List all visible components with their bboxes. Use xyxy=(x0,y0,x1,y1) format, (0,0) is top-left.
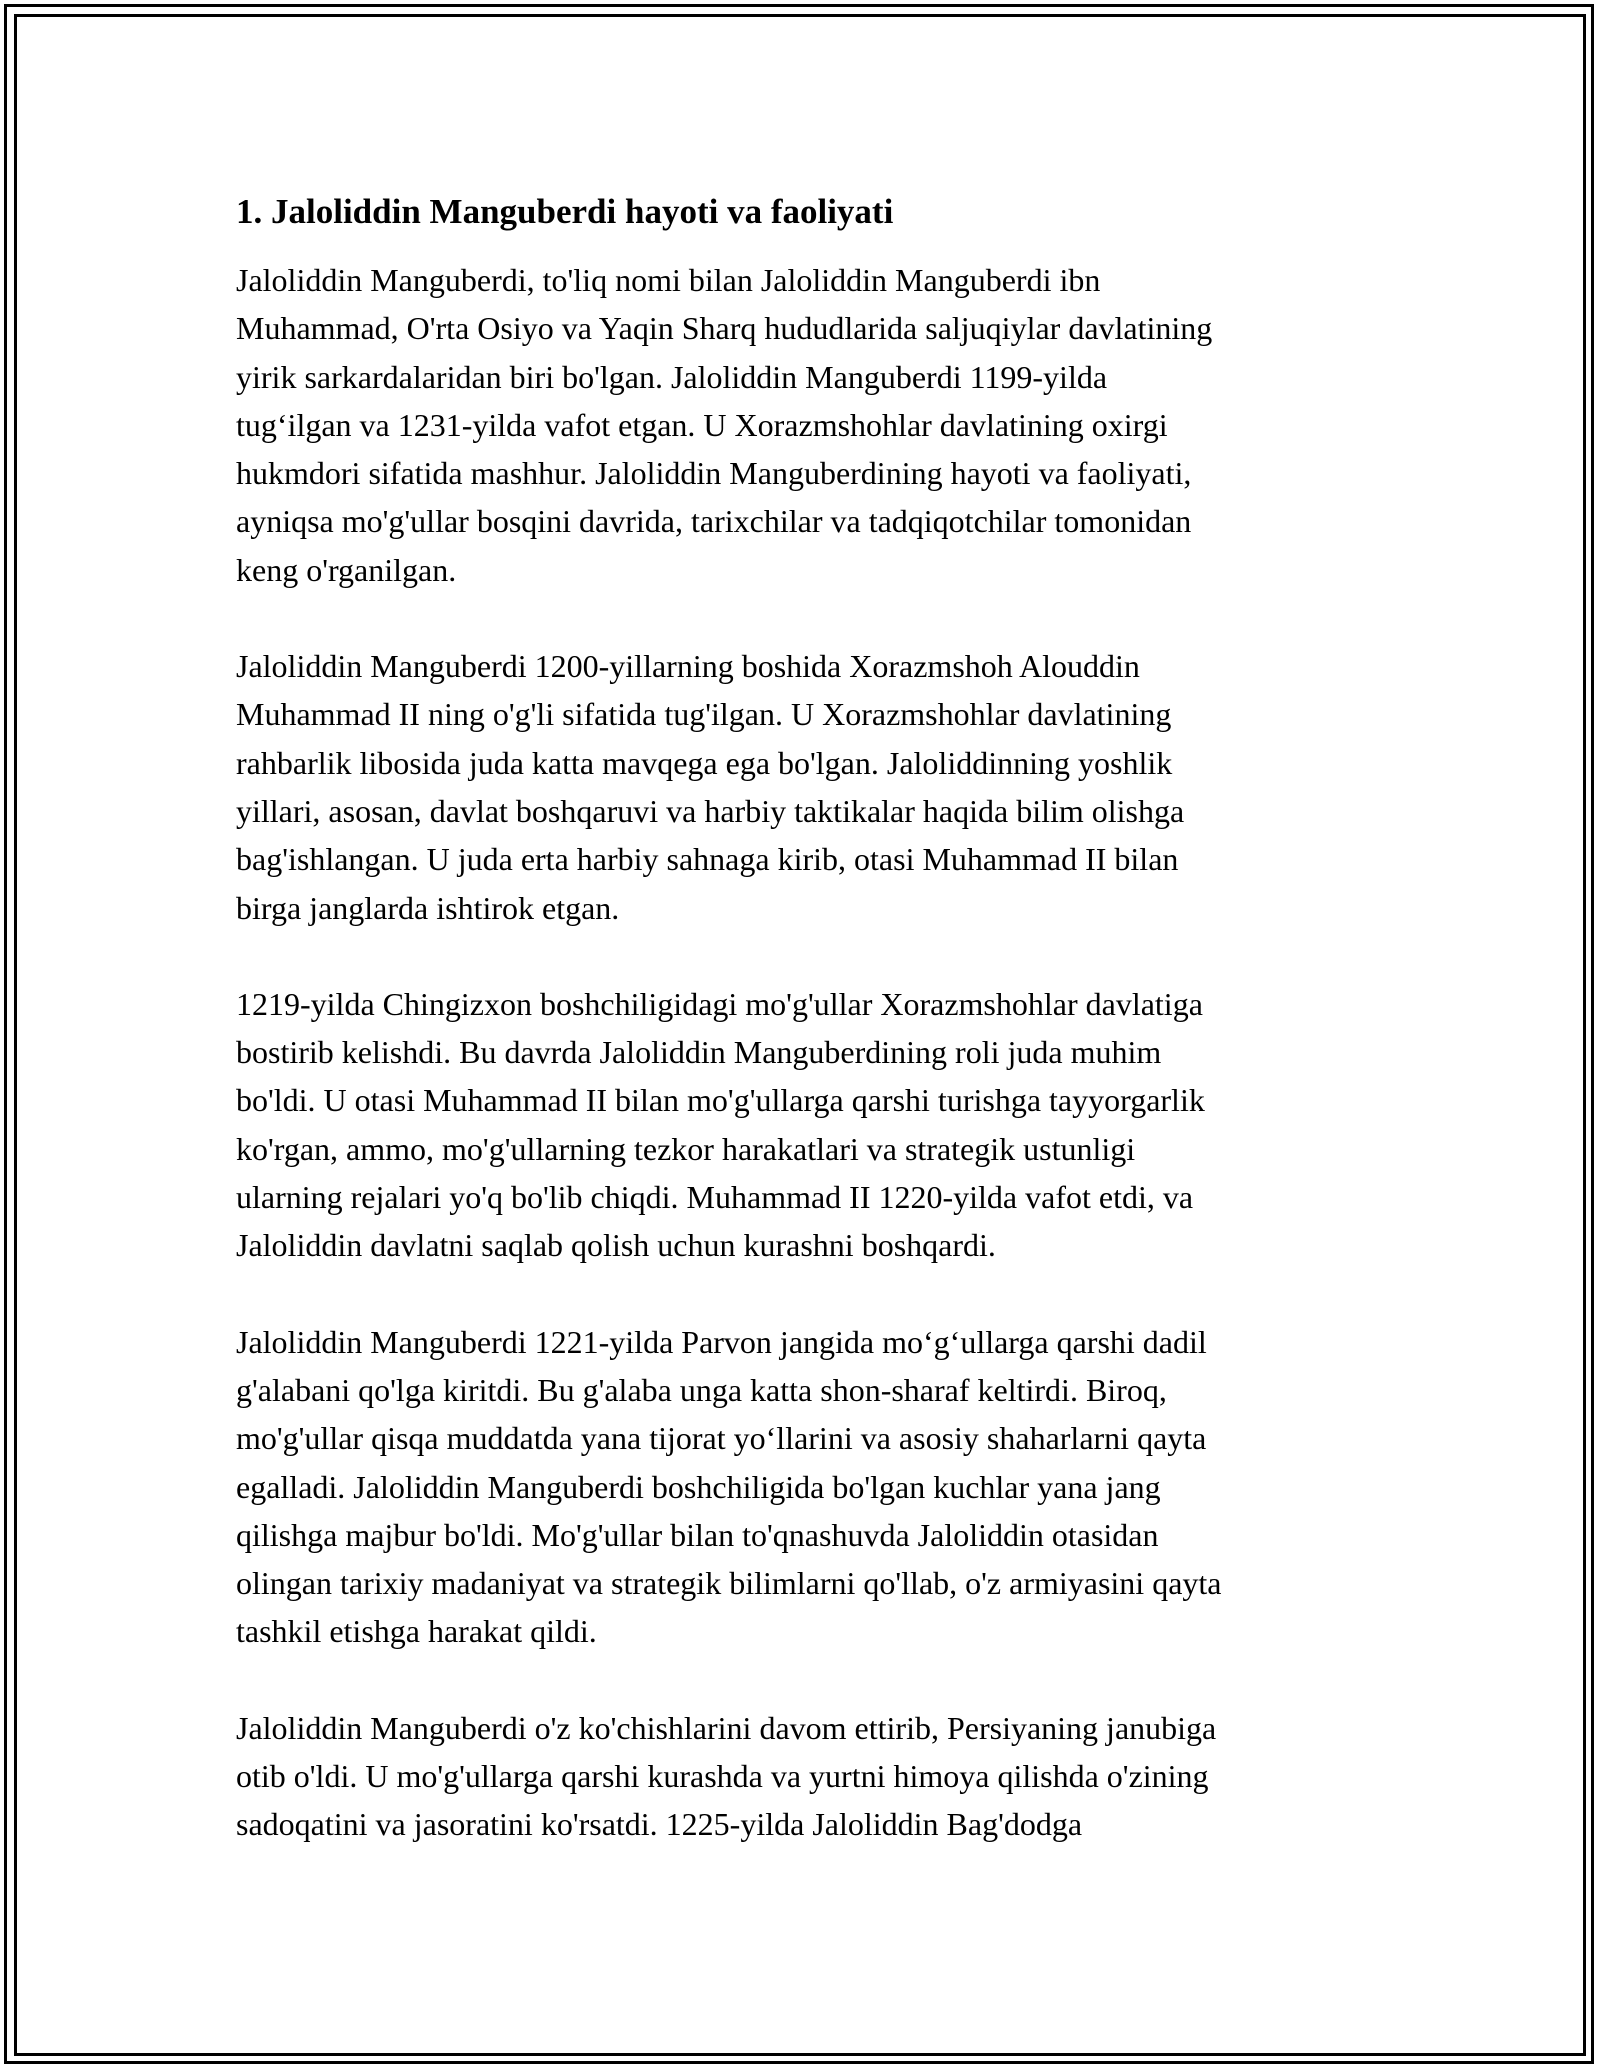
text-line: 1219-yilda Chingizxon boshchiligidagi mo'g'ullar Xorazmshohlar davlatiga xyxy=(236,985,1203,1022)
text-line: tug‘ilgan va 1231-yilda vafot etgan. U Xorazmshohlar davlatining oxirgi xyxy=(236,406,1168,443)
text-line: otib o'ldi. U mo'g'ullarga qarshi kurashda va yurtni himoya qilishda o'zining xyxy=(236,1758,1209,1795)
text-line: Jaloliddin Manguberdi, to'liq nomi bilan Jaloliddin Manguberdi ibn xyxy=(236,262,1101,298)
text-line: bo'ldi. U otasi Muhammad II bilan mo'g'ullarga qarshi turishga tayyorgarlik xyxy=(236,1082,1205,1119)
text-line: Jaloliddin Manguberdi 1200-yillarning boshida Xorazmshoh Alouddin xyxy=(236,648,1140,685)
text-line: g'alabani qo'lga kiritdi. Bu g'alaba unga katta shon-sharaf keltirdi. Biroq, xyxy=(236,1371,1167,1408)
paragraph xyxy=(236,256,1366,594)
text-line: ularning rejalari yo'q bo'lib chiqdi. Muhammad II 1220-yilda vafot etdi, va xyxy=(236,1179,1194,1216)
text-line: mo'g'ullar qisqa muddatda yana tijorat yo‘llarini va asosiy shaharlarni qayta xyxy=(236,1420,1207,1457)
text-line: tashkil etishga harakat qildi. xyxy=(236,1613,597,1650)
text-line: birga janglarda ishtirok etgan. xyxy=(236,889,620,926)
paragraph xyxy=(236,1704,1366,1849)
text-line: yirik sarkardalaridan biri bo'lgan. Jaloliddin Manguberdi 1199-yilda xyxy=(236,358,1108,395)
text-line: sadoqatini va jasoratini ko'rsatdi. 1225-yilda Jaloliddin Bag'dodga xyxy=(236,1806,1083,1843)
paragraph xyxy=(236,642,1366,932)
text-line: Muhammad II ning o'g'li sifatida tug'ilgan. U Xorazmshohlar davlatining xyxy=(236,696,1172,733)
document-body xyxy=(236,188,1366,1897)
text-line: qilishga majbur bo'ldi. Mo'g'ullar bilan to'qnashuvda Jaloliddin otasidan xyxy=(236,1516,1159,1553)
text-line: Jaloliddin Manguberdi 1221-yilda Parvon jangida mo‘g‘ullarga qarshi dadil xyxy=(236,1323,1207,1360)
text-line: Jaloliddin Manguberdi o'z ko'chishlarini davom ettirib, Persiyaning janubiga xyxy=(236,1709,1217,1746)
text-line: yillari, asosan, davlat boshqaruvi va harbiy taktikalar haqida bilim olishga xyxy=(236,792,1185,829)
text-line: Jaloliddin davlatni saqlab qolish uchun kurashni boshqardi. xyxy=(236,1227,996,1264)
text-line: hukmdori sifatida mashhur. Jaloliddin Manguberdining hayoti va faoliyati, xyxy=(236,455,1192,492)
text-line: bostirib kelishdi. Bu davrda Jaloliddin Manguberdining roli juda muhim xyxy=(236,1034,1162,1071)
text-line: egalladi. Jaloliddin Manguberdi boshchiligida bo'lgan kuchlar yana jang xyxy=(236,1468,1161,1505)
text-line: ko'rgan, ammo, mo'g'ullarning tezkor harakatlari va strategik ustunligi xyxy=(236,1130,1136,1167)
paragraph xyxy=(236,1318,1366,1656)
text-line: rahbarlik libosida juda katta mavqega ega bo'lgan. Jaloliddinning yoshlik xyxy=(236,744,1173,781)
paragraph xyxy=(236,980,1366,1270)
text-line: Muhammad, O'rta Osiyo va Yaqin Sharq hududlarida saljuqiylar davlatining xyxy=(236,310,1213,347)
section-heading: 1. Jaloliddin Manguberdi hayoti va faoliyati xyxy=(236,192,894,231)
text-line: ayniqsa mo'g'ullar bosqini davrida, tarixchilar va tadqiqotchilar tomonidan xyxy=(236,503,1192,540)
text-line: bag'ishlangan. U juda erta harbiy sahnaga kirib, otasi Muhammad II bilan xyxy=(236,841,1179,878)
text-line: keng o'rganilgan. xyxy=(236,551,457,588)
text-line: olingan tarixiy madaniyat va strategik bilimlarni qo'llab, o'z armiyasini qayta xyxy=(236,1565,1222,1602)
